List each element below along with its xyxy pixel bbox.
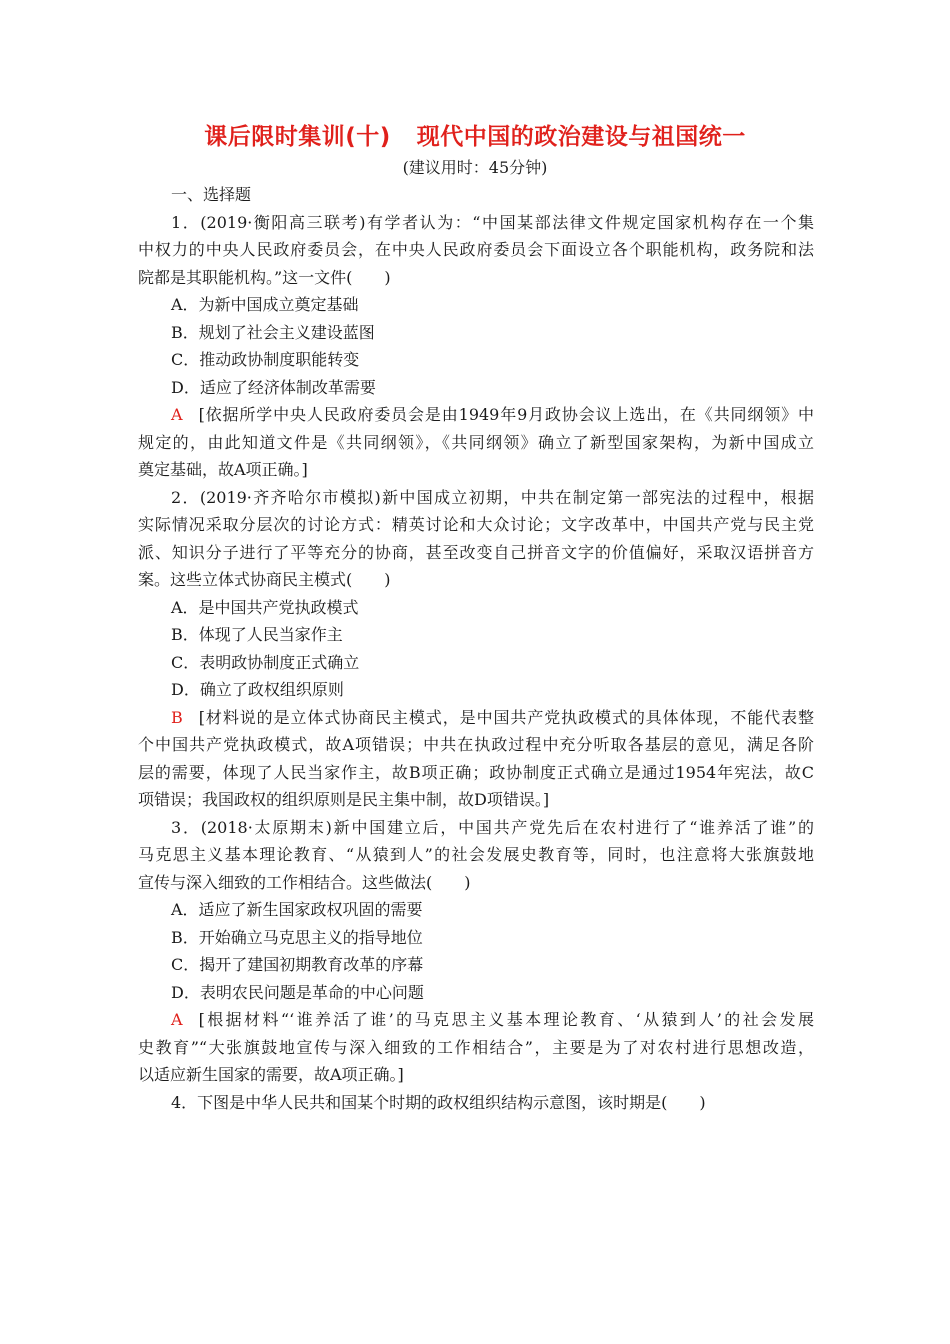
q1-option-d: D．适应了经济体制改革需要 xyxy=(171,377,376,397)
title-series: 课后限时集训(十) xyxy=(204,124,391,150)
q1-stem-line: 1．(2019·衡阳高三联考)有学者认为：“中国某部法律文件规定国家机构存在一个集 xyxy=(171,212,814,232)
q3-answer: A xyxy=(171,1010,183,1029)
q2-explanation-line: B [材料说的是立体式协商民主模式，是中国共产党执政模式的具体体现，不能代表整 xyxy=(171,707,814,727)
q3-option-d: D．表明农民问题是革命的中心问题 xyxy=(171,982,424,1002)
q3-option-a: A．适应了新生国家政权巩固的需要 xyxy=(171,900,423,919)
q3-explanation-line: 史教育”“大张旗鼓地宣传与深入细致的工作相结合”，主要是为了对农村进行思想改造， xyxy=(138,1037,814,1057)
q1-explanation-line: 奠定基础，故A项正确。] xyxy=(138,460,308,479)
q1-stem-line: 院都是其职能机构。”这一文件( ) xyxy=(138,267,391,287)
question-body xyxy=(138,181,814,1116)
q2-option-b: B．体现了人民当家作主 xyxy=(171,625,343,644)
q3-option-c: C．揭开了建国初期教育改革的序幕 xyxy=(171,955,424,974)
q3-stem-line: 马克思主义基本理论教育、“从猿到人”的社会发展史教育等，同时，也注意将大张旗鼓地 xyxy=(138,845,814,864)
q2-option-a: A．是中国共产党执政模式 xyxy=(171,597,359,617)
q2-option-d: D．确立了政权组织原则 xyxy=(171,680,344,699)
q2-stem-line: 2．(2019·齐齐哈尔市模拟)新中国成立初期，中共在制定第一部宪法的过程中，根据 xyxy=(171,487,814,507)
q2-stem-line: 实际情况采取分层次的讨论方式：精英讨论和大众讨论；文字改革中，中国共产党与民主党 xyxy=(138,515,814,534)
q3-stem-line: 宣传与深入细致的工作相结合。这些做法( ) xyxy=(138,872,471,892)
q2-option-c: C．表明政协制度正式确立 xyxy=(171,652,360,672)
q1-option-b: B．规划了社会主义建设蓝图 xyxy=(171,322,375,342)
q3-stem-line: 3．(2018·太原期末)新中国建立后，中国共产党先后在农村进行了“谁养活了谁”的 xyxy=(171,817,814,837)
q2-stem-line: 案。这些立体式协商民主模式( ) xyxy=(138,570,391,589)
q2-explanation-line: 层的需要，体现了人民当家作主，故B项正确；政协制度正式确立是通过1954年宪法，故C xyxy=(138,762,814,782)
q1-option-c: C．推动政协制度职能转变 xyxy=(171,350,360,369)
page-title xyxy=(0,118,950,151)
suggested-time: (建议用时：45分钟) xyxy=(402,158,548,177)
q3-option-b: B．开始确立马克思主义的指导地位 xyxy=(171,927,423,947)
q2-stem-line: 派、知识分子进行了平等充分的协商，甚至改变自己拼音文字的价值偏好，采取汉语拼音方 xyxy=(138,542,814,562)
q4-stem-line: 4．下图是中华人民共和国某个时期的政权组织结构示意图，该时期是( ) xyxy=(171,1092,706,1112)
q1-explanation-line: 规定的，由此知道文件是《共同纲领》，《共同纲领》确立了新型国家架构，为新中国成立 xyxy=(138,432,814,452)
q1-stem-line: 中权力的中央人民政府委员会，在中央人民政府委员会下面设立各个职能机构，政务院和法 xyxy=(138,240,814,259)
q2-explanation-line: 个中国共产党执政模式，故A项错误；中共在执政过程中充分听取各基层的意见，满足各阶 xyxy=(138,735,814,754)
q1-explanation-line: A [依据所学中央人民政府委员会是由1949年9月政协会议上选出，在《共同纲领》中 xyxy=(171,405,814,424)
q2-explanation-line: 项错误；我国政权的组织原则是民主集中制，故D项错误。] xyxy=(138,790,550,809)
q2-answer: B xyxy=(171,707,183,727)
q3-explanation-line: 以适应新生国家的需要，故A项正确。] xyxy=(138,1065,404,1084)
q3-explanation-line: A [根据材料“‘谁养活了谁’的马克思主义基本理论教育、‘从猿到人’的社会发展 xyxy=(171,1010,814,1029)
q1-answer: A xyxy=(171,405,183,424)
section-heading: 一、选择题 xyxy=(171,185,252,204)
q1-option-a: A．为新中国成立奠定基础 xyxy=(171,295,359,314)
title-topic: 现代中国的政治建设与祖国统一 xyxy=(416,124,746,150)
